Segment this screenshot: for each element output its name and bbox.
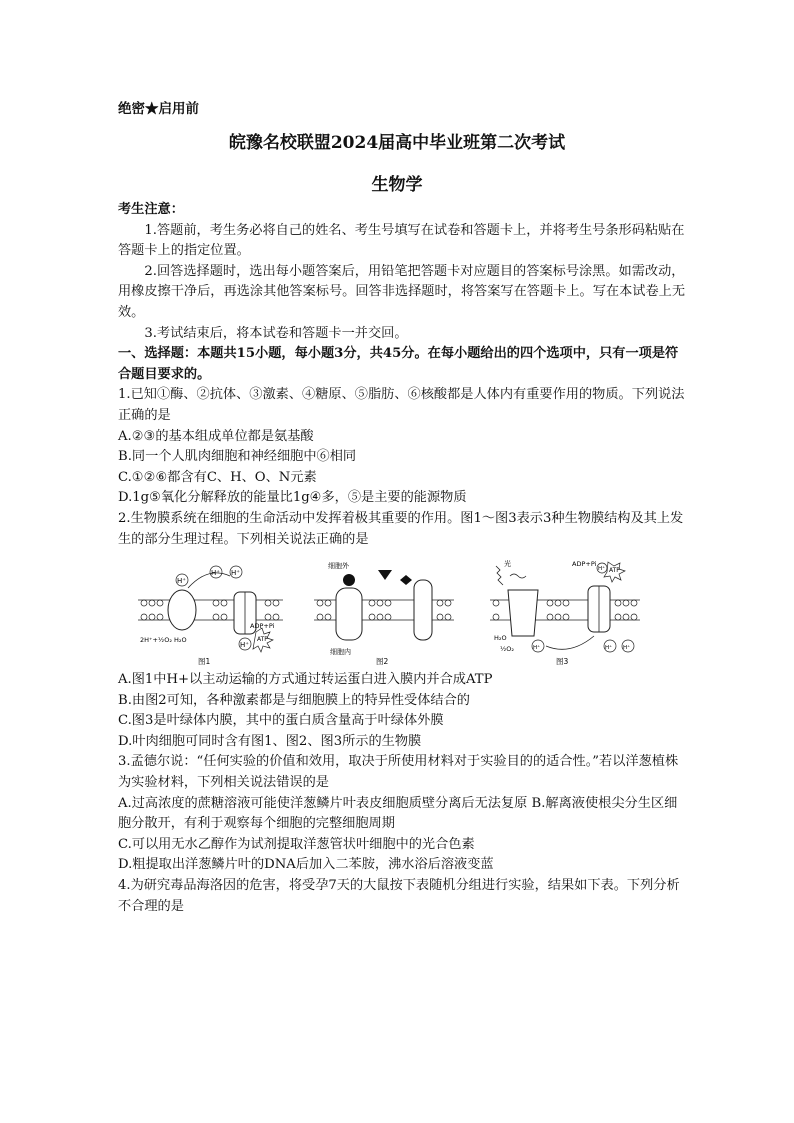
fig3-caption: 图3	[556, 657, 569, 667]
q2-option-b: B.由图2可知，各种激素都是与细胞膜上的特异性受体结合的	[118, 692, 470, 708]
q3-option-d: D.粗提取出洋葱鳞片叶的DNA后加入二苯胺，沸水浴后溶液变蓝	[118, 857, 494, 873]
fig3-h-right-2: H⁺	[623, 645, 631, 652]
fig2-inside: 细胞内	[330, 648, 351, 657]
fig1-atp: ATP	[257, 636, 268, 644]
fig3-oxygen: ½O₂	[500, 645, 515, 654]
q3-option-c: C.可以用无水乙醇作为试剂提取洋葱管状叶细胞中的光合色素	[118, 836, 475, 852]
fig1-h-label-2: H⁺	[211, 569, 220, 578]
q2-option-a: A.图1中H+以主动运输的方式通过转运蛋白进入膜内并合成ATP	[118, 672, 493, 688]
fig2-caption: 图2	[376, 657, 389, 667]
q2-figures	[118, 558, 688, 666]
fig1-h-label: H⁺	[177, 577, 186, 586]
q1-option-b: B.同一个人肌肉细胞和神经细胞中⑥相同	[118, 449, 357, 465]
figure-1	[138, 558, 283, 666]
fig3-water: H₂O	[494, 634, 507, 643]
q2-option-c: C.图3是叶绿体内膜，其中的蛋白质含量高于叶绿体外膜	[118, 713, 444, 729]
q1-option-a: A.②③的基本组成单位都是氨基酸	[118, 428, 314, 444]
notice-item-1: 1.答题前，考生务必将自己的姓名、考生号填写在试卷和答题卡上，并将考生号条形码粘贴在答题卡上的指定位置。	[118, 222, 685, 259]
fig2-outside: 细胞外	[328, 562, 349, 571]
q3-stem: 3.孟德尔说：“任何实验的价值和效用，取决于所使用材料对于实验目的的适合性。”若以洋葱植株为实验材料，下列相关说法错误的是	[118, 754, 679, 791]
fig1-caption: 图1	[198, 657, 211, 667]
section-1-heading: 一、选择题：本题共15小题，每小题3分，共45分。在每小题给出的四个选项中，只有一项是符合题目要求的。	[118, 346, 679, 382]
exam-body	[118, 200, 688, 917]
notice-item-2: 2.回答选择题时，选出每小题答案后，用铅笔把答题卡对应题目的答案标号涂黑。如需改动，用橡皮擦干净后，再选涂其他答案标号。回答非选择题时，将答案写在答题卡上。写在本试卷上无效。	[118, 263, 686, 320]
q2-option-d: D.叶肉细胞可同时含有图1、图2、图3所示的生物膜	[118, 733, 422, 749]
fig1-h-label-4: H⁺	[240, 641, 249, 650]
fig3-h-top: H⁺	[598, 566, 606, 573]
secret-label: 绝密★启用前	[118, 101, 199, 117]
subject-title: 生物学	[371, 175, 423, 195]
q2-stem: 2.生物膜系统在细胞的生命活动中发挥着极其重要的作用。图1～图3表示3种生物膜结构及其上发生的部分生理过程。下列相关说法正确的是	[118, 510, 684, 547]
figure-3	[490, 558, 640, 666]
fig3-adp: ADP+Pi	[572, 560, 597, 569]
exam-title: 皖豫名校联盟2024届高中毕业班第二次考试	[228, 133, 566, 153]
fig1-adp: ADP+Pi	[250, 622, 275, 631]
q1-option-d: D.1g⑤氧化分解释放的能量比1g④多，⑤是主要的能源物质	[118, 490, 467, 506]
fig1-h-label-3: H⁺	[231, 569, 240, 578]
fig3-atp: ATP	[609, 567, 620, 575]
q1-option-c: C.①②⑥都含有C、H、O、N元素	[118, 469, 317, 485]
q3-option-a: A.过高浓度的蔗糖溶液可能使洋葱鳞片叶表皮细胞质壁分离后无法复原	[118, 795, 528, 811]
q1-stem: 1.已知①酶、②抗体、③激素、④糖原、⑤脂肪、⑥核酸都是人体内有重要作用的物质。下列说法正确的是	[118, 387, 685, 423]
q3-option-b: B.解离液使根尖分生区细胞分散开，有利于观察每个细胞的完整细胞周期	[118, 795, 678, 832]
fig3-h-right: H⁺	[605, 645, 613, 652]
notice-heading: 考生注意：	[118, 202, 184, 217]
fig3-h-bottom: H⁺	[533, 645, 541, 652]
notice-item-3: 3.考试结束后，将本试卷和答题卡一并交回。	[144, 325, 408, 341]
fig3-light: 光	[504, 560, 511, 569]
fig1-reaction: 2H⁺+½O₂ H₂O	[140, 636, 187, 645]
q4-stem: 4.为研究毒品海洛因的危害，将受孕7天的大鼠按下表随机分组进行实验，结果如下表。下列分析不合理的是	[118, 878, 680, 914]
figure-2	[314, 558, 454, 666]
q3-option-ab	[118, 794, 688, 835]
